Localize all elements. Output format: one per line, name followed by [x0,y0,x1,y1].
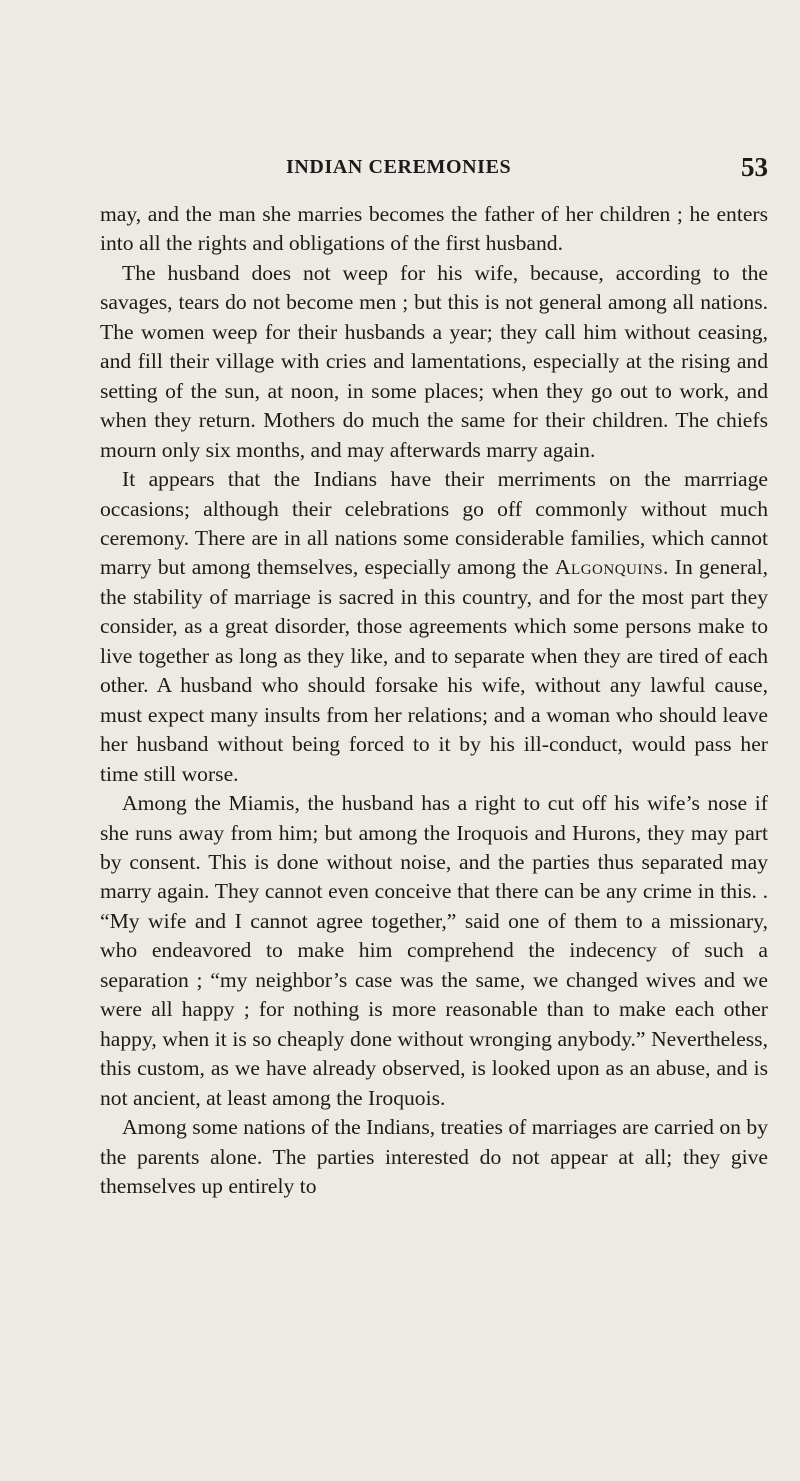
page-header [100,152,768,186]
paragraph-4: Among the Miamis, the husband has a right to cut off his wife’s nose if she runs away from him; but among the Iroquois and Hurons, they may part by consent. This is done without noise, and the parties thus separated may marry again. They cannot even conceive that there can be any crime in this. . “My wife and I cannot agree together,” said one of them to a missionary, who endeavored to make him comprehend the indecency of such a separation ; “my neighbor’s case was the same, we changed wives and we were all happy ; for nothing is more reasonable than to make each other happy, when it is so cheaply done without wronging anybody.” Nevertheless, this custom, as we have already observed, is looked upon as an abuse, and is not ancient, at least among the Iroquois. [100,791,768,1110]
paragraph-3-text-after: . In general, the stability of marriage is sacred in this country, and for the most part they consider, as a great disorder, those agreements which some persons make to live together as long as they like, and to separate when they are tired of each other. A husband who should forsake his wife, without any lawful cause, must expect many insults from her relations; and a woman who should leave her husband without being forced to it by his ill-conduct, would pass her time still worse. [100,555,768,786]
paragraph-1: may, and the man she marries becomes the father of her children ; he enters into all the rights and obligations of the first husband. [100,202,768,256]
algonquins-small-caps: Algonquins [554,555,664,580]
running-title: INDIAN CEREMONIES [286,156,512,178]
body-text [100,200,768,1201]
paragraph-3-text-before: It appears that the Indians have their merriments on the marrriage occasions; although their celebrations go off commonly without much ceremony. There are in all nations some considerable families, which cannot marry but among themselves, especially among the [100,467,768,580]
paragraph-2: The husband does not weep for his wife, because, according to the savages, tears do not become men ; but this is not general among all nations. The women weep for their husbands a year; they call him without ceasing, and fill their village with cries and lamentations, especially at the rising and setting of the sun, at noon, in some places; when they go out to work, and when they return. Mothers do much the same for their children. The chiefs mourn only six months, and may afterwards marry again. [100,260,768,462]
paragraph-5: Among some nations of the Indians, treaties of marriages are carried on by the parents alone. The parties interested do not appear at all; they give themselves up entirely to [100,1115,768,1198]
page-number: 53 [741,152,768,182]
paragraph-3 [100,465,768,789]
